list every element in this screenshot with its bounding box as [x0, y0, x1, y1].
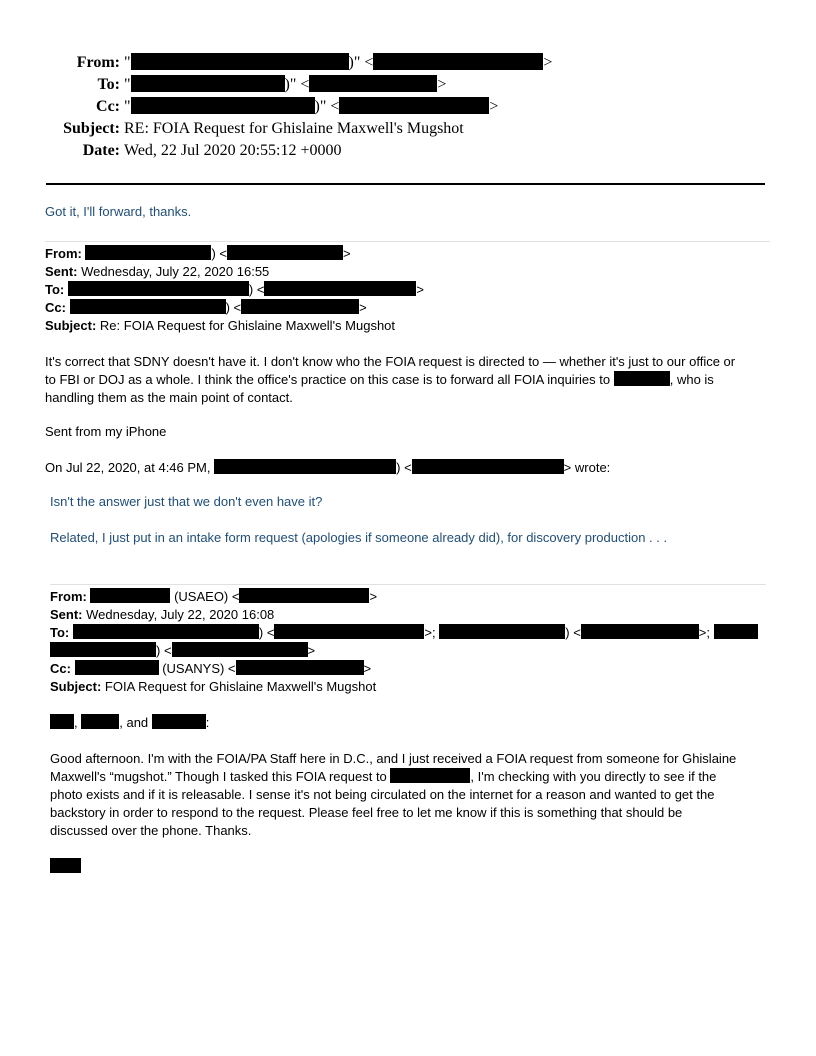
msg2-sent-row: Sent: Wednesday, July 22, 2020 16:55	[45, 264, 270, 279]
redaction	[241, 299, 359, 314]
msg3-to-row-cont: ) < >	[50, 642, 315, 660]
header-to-label: To:	[97, 76, 120, 93]
msg2-to-row: To: ) < >	[45, 282, 425, 297]
header-date-row	[40, 140, 342, 162]
header-divider	[46, 183, 765, 185]
redaction	[70, 299, 226, 314]
msg2-from-row: From: ) < >	[45, 246, 351, 261]
msg2-subject-row: Subject: Re: FOIA Request for Ghislaine Maxwell's Mugshot	[45, 318, 396, 333]
header-from-label: From:	[76, 54, 120, 71]
msg2-subject: Re: FOIA Request for Ghislaine Maxwell's Mugshot	[99, 318, 396, 333]
msg3-sent-row: Sent: Wednesday, July 22, 2020 16:08	[50, 607, 275, 622]
redaction	[172, 642, 308, 657]
header-cc-label: Cc:	[96, 98, 120, 115]
header-date-label: Date:	[82, 142, 120, 159]
redaction	[264, 281, 416, 296]
msg3-to-row: To: ) < >; ) < >;	[50, 624, 758, 642]
msg3-sent: Wednesday, July 22, 2020 16:08	[86, 607, 275, 622]
redaction	[131, 97, 315, 114]
redaction	[390, 768, 470, 783]
redaction	[214, 459, 396, 474]
redaction	[373, 53, 543, 70]
header-subject-label: Subject:	[63, 120, 120, 137]
redaction	[50, 642, 156, 657]
msg3-from-row: From: (USAEO) < >	[50, 589, 378, 604]
redaction	[339, 97, 489, 114]
msg3-subject: FOIA Request for Ghislaine Maxwell's Mugshot	[104, 679, 377, 694]
reply-body: Got it, I'll forward, thanks.	[45, 204, 192, 219]
redaction	[50, 714, 74, 729]
redaction	[714, 624, 758, 639]
message-separator	[50, 584, 766, 585]
signature: Sent from my iPhone	[45, 424, 167, 439]
redaction	[227, 245, 343, 260]
redaction	[75, 660, 159, 675]
redaction	[90, 588, 170, 603]
redaction	[152, 714, 206, 729]
header-to-row: To: " )" < >	[40, 74, 446, 96]
redaction	[614, 371, 670, 386]
salutation: , , and :	[50, 714, 209, 732]
redaction	[236, 660, 364, 675]
redaction	[439, 624, 565, 639]
redaction	[68, 281, 249, 296]
msg2-sent: Wednesday, July 22, 2020 16:55	[81, 264, 270, 279]
sender-signature	[50, 858, 81, 876]
redaction	[412, 459, 564, 474]
redaction	[50, 858, 81, 873]
msg2-cc-row: Cc: ) < >	[45, 300, 367, 315]
header-subject-row	[40, 118, 464, 140]
header-from-row: From: " )" < >	[40, 52, 552, 74]
header-subject: RE: FOIA Request for Ghislaine Maxwell's Mugshot	[124, 120, 464, 137]
redaction	[131, 75, 285, 92]
redaction	[85, 245, 211, 260]
redaction	[274, 624, 424, 639]
msg3-cc-row: Cc: (USANYS) < >	[50, 661, 372, 676]
redaction	[239, 588, 369, 603]
redaction	[309, 75, 437, 92]
wrote-line: On Jul 22, 2020, at 4:46 PM, ) < > wrote:	[45, 460, 611, 475]
header-date: Wed, 22 Jul 2020 20:55:12 +0000	[124, 142, 342, 159]
message-separator	[45, 241, 770, 242]
redaction	[73, 624, 259, 639]
msg3-subject-row: Subject: FOIA Request for Ghislaine Maxwell's Mugshot	[50, 679, 377, 694]
redaction	[81, 714, 119, 729]
redaction	[131, 53, 349, 70]
redaction	[581, 624, 699, 639]
header-cc-row: Cc: " )" < >	[40, 96, 498, 118]
